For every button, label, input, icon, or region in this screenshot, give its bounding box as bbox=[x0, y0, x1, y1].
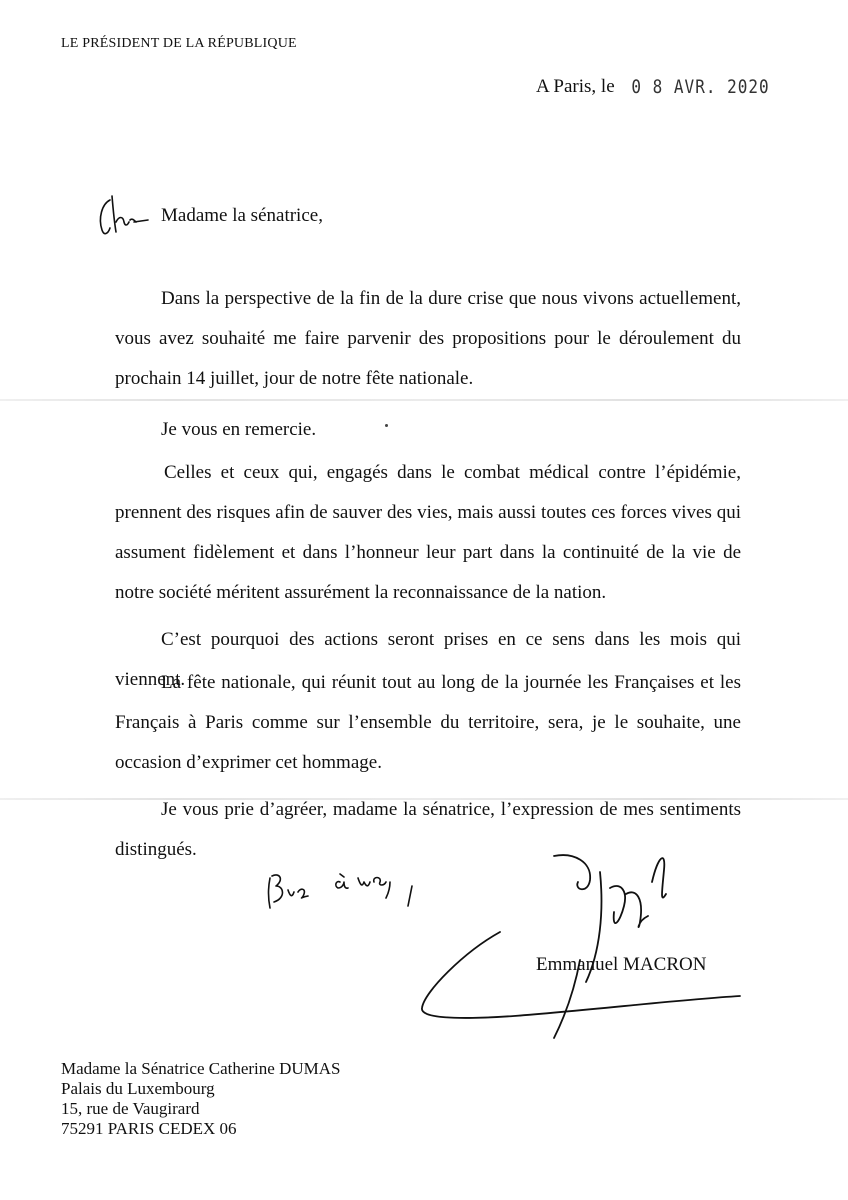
address-line-3: 15, rue de Vaugirard bbox=[61, 1099, 200, 1118]
body-paragraph-3: Celles et ceux qui, engagés dans le combat médical contre l’épidémie, prennent des risques afin de sauver des vies, mais aussi toutes ces forces vives qui assument fidèlement et dans l’honneur leur part dans la continuité de la vie de notre société méritent assurément la reconnaissance de la nation. bbox=[115, 462, 741, 603]
address-line-4: 75291 PARIS CEDEX 06 bbox=[61, 1119, 237, 1138]
body-paragraph-2: Je vous en remercie. bbox=[161, 419, 317, 440]
signatory-name: Emmanuel MACRON bbox=[536, 954, 707, 975]
body-paragraph-6: Je vous prie d’agréer, madame la sénatrice, l’expression de mes sentiments distingués. bbox=[115, 799, 741, 860]
date-prefix: A Paris, le bbox=[536, 76, 615, 97]
salutation: Madame la sénatrice, bbox=[161, 205, 323, 226]
body-paragraph-4: C’est pourquoi des actions seront prises en ce sens dans les mois qui viennent. bbox=[115, 629, 741, 690]
recipient-address bbox=[61, 1059, 340, 1139]
handwritten-closing-note bbox=[262, 856, 422, 916]
handwritten-signature bbox=[414, 842, 744, 1042]
ink-speck bbox=[385, 424, 388, 427]
handwritten-salutation-note bbox=[96, 192, 154, 242]
address-line-2: Palais du Luxembourg bbox=[61, 1079, 215, 1098]
date-stamp: 0 8 AVR. 2020 bbox=[631, 75, 770, 98]
address-line-1: Madame la Sénatrice Catherine DUMAS bbox=[61, 1059, 341, 1078]
body-paragraph-5: La fête nationale, qui réunit tout au long de la journée les Françaises et les Français à Paris comme sur l’ensemble du territoire, sera, je le souhaite, une occasion d’exprimer cet hommage. bbox=[115, 672, 741, 773]
paper-fold-top bbox=[0, 399, 848, 401]
letterhead: LE PRÉSIDENT DE LA RÉPUBLIQUE bbox=[61, 36, 297, 51]
body-paragraph-1: Dans la perspective de la fin de la dure crise que nous vivons actuellement, vous avez souhaité me faire parvenir des propositions pour le déroulement du prochain 14 juillet, jour de notre fête nationale. bbox=[115, 288, 741, 389]
date-line bbox=[536, 76, 770, 98]
